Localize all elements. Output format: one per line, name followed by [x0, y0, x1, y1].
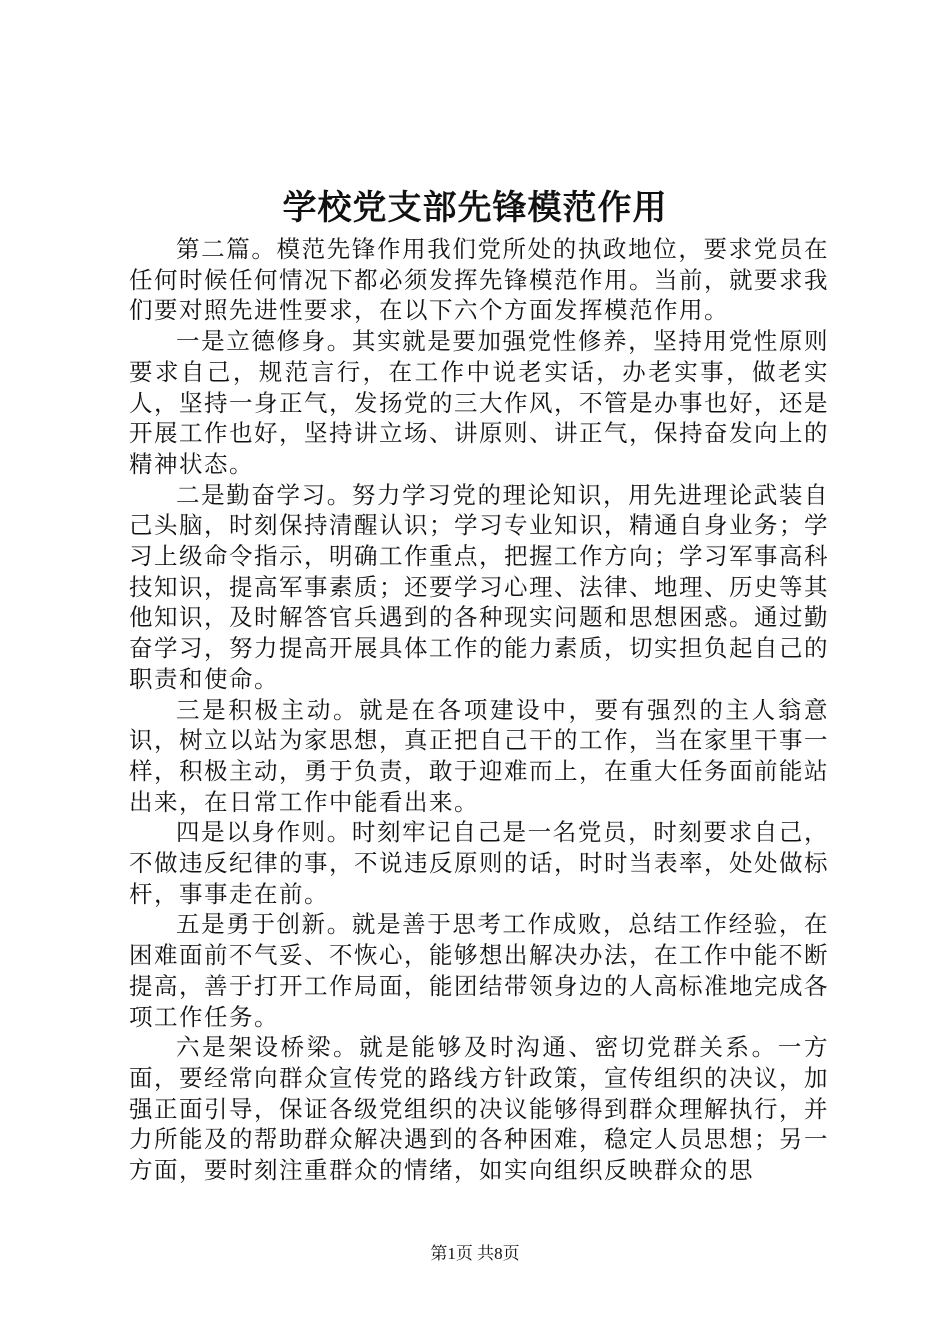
document-title: 学校党支部先锋模范作用 [282, 188, 668, 228]
paragraph-point-1: 一是立德修身。其实就是要加强党性修养，坚持用党性原则要求自己，规范言行，在工作中说老实话，办老实事，做老实人，坚持一身正气，发扬党的三大作风，不管是办事也好，还是开展工作也好，坚持讲立场、讲原则、讲正气，保持奋发向上的精神状态。 [129, 327, 829, 478]
paragraph-intro: 第二篇。模范先锋作用我们党所处的执政地位，要求党员在任何时候任何情况下都必须发挥先锋模范作用。当前，就要求我们要对照先进性要求，在以下六个方面发挥模范作用。 [129, 235, 829, 325]
paragraph-point-5: 五是勇于创新。就是善于思考工作成败，总结工作经验，在困难面前不气妥、不恢心，能够想出解决办法，在工作中能不断提高，善于打开工作局面，能团结带领身边的人高标准地完成各项工作任务。 [129, 910, 829, 1031]
paragraph-point-3: 三是积极主动。就是在各项建设中，要有强烈的主人翁意识，树立以站为家思想，真正把自己干的工作，当在家里干事一样，积极主动，勇于负责，敢于迎难而上，在重大任务面前能站出来，在日常工作中能看出来。 [129, 695, 829, 816]
paragraph-point-2: 二是勤奋学习。努力学习党的理论知识，用先进理论武装自己头脑，时刻保持清醒认识；学习专业知识，精通自身业务；学习上级命令指示，明确工作重点，把握工作方向；学习军事高科技知识，提高军事素质；还要学习心理、法律、地理、历史等其他知识，及时解答官兵遇到的各种现实问题和思想困惑。通过勤奋学习，努力提高开展具体工作的能力素质，切实担负起自己的职责和使命。 [129, 480, 829, 693]
paragraph-point-6: 六是架设桥梁。就是能够及时沟通、密切党群关系。一方面，要经常向群众宣传党的路线方针政策，宣传组织的决议，加强正面引导，保证各级党组织的决议能够得到群众理解执行，并力所能及的帮助群众解决遇到的各种困难，稳定人员思想；另一方面，要时刻注重群众的情绪，如实向组织反映群众的思 [129, 1033, 829, 1185]
paragraph-point-4: 四是以身作则。时刻牢记自己是一名党员，时刻要求自己，不做违反纪律的事，不说违反原则的话，时时当表率，处处做标杆，事事走在前。 [129, 818, 829, 908]
document-body [129, 234, 829, 1186]
page-number-footer: 第1页 共8页 [430, 1244, 520, 1263]
